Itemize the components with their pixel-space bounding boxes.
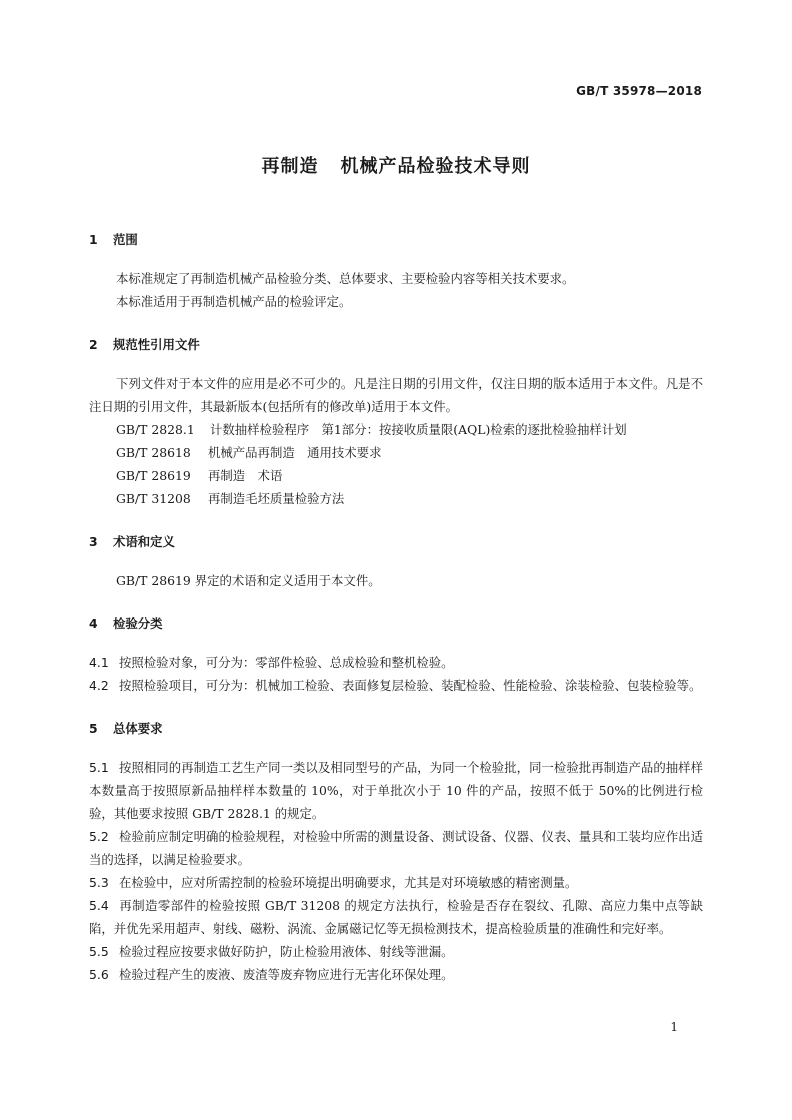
section-title: 范围 — [113, 232, 138, 247]
paragraph: GB/T 28619 界定的术语和定义适用于本文件。 — [116, 573, 381, 588]
reference-item — [89, 464, 703, 487]
reference-item — [89, 487, 703, 510]
section-title: 检验分类 — [113, 616, 163, 631]
clause-number: 4.2 — [89, 678, 109, 693]
clause — [89, 674, 703, 697]
section-title: 总体要求 — [113, 721, 163, 736]
clause — [89, 651, 703, 674]
section-number: 3 — [89, 534, 98, 549]
reference-title: 机械产品再制造 通用技术要求 — [208, 445, 382, 460]
clause-text: 在检验中，应对所需控制的检验环境提出明确要求，尤其是对环境敏感的精密测量。 — [119, 875, 578, 890]
paragraph: 本标准规定了再制造机械产品检验分类、总体要求、主要检验内容等相关技术要求。 — [116, 271, 575, 286]
standard-number: GB/T 35978—2018 — [576, 84, 702, 98]
clause-text: 按照检验项目，可分为：机械加工检验、表面修复层检验、装配检验、性能检验、涂装检验、包装检验等。 — [119, 678, 702, 693]
clause-text: 检验过程应按要求做好防护，防止检验用液体、射线等泄漏。 — [119, 944, 454, 959]
clause — [89, 940, 703, 963]
document-title — [0, 152, 792, 178]
section-number: 1 — [89, 232, 98, 247]
clause-number: 5.3 — [89, 875, 109, 890]
section-number: 4 — [89, 616, 98, 631]
clause-number: 5.2 — [89, 829, 109, 844]
clause-text: 检验前应制定明确的检验规程，对检验中所需的测量设备、测试设备、仪器、仪表、量具和工装均应作出适当的选择，以满足检验要求。 — [89, 829, 703, 867]
clause-text: 检验过程产生的废液、废渣等废弃物应进行无害化环保处理。 — [119, 967, 454, 982]
clause-number: 5.5 — [89, 944, 109, 959]
section-title: 术语和定义 — [113, 534, 175, 549]
title-part-2: 机械产品检验技术导则 — [340, 156, 531, 177]
document-body — [89, 228, 703, 986]
reference-title: 计数抽样检验程序 第1部分：按接收质量限(AQL)检索的逐批检验抽样计划 — [210, 422, 627, 437]
paragraph: 下列文件对于本文件的应用是必不可少的。凡是注日期的引用文件，仅注日期的版本适用于本文件。凡是不注日期的引用文件，其最新版本(包括所有的修改单)适用于本文件。 — [89, 376, 703, 414]
clause-text: 按照相同的再制造工艺生产同一类以及相同型号的产品，为同一个检验批，同一检验批再制造产品的抽样样本数量高于按照原新品抽样样本数量的 10%，对于单批次小于 10 件的产品，按照不低于 50%的比例进行检验，其他要求按照 GB/T 2828.1 的规定。 — [89, 760, 703, 821]
reference-code: GB/T 2828.1 — [116, 422, 195, 437]
section-heading-terms — [89, 530, 703, 553]
section-number: 2 — [89, 337, 98, 352]
section-heading-general-requirements — [89, 717, 703, 740]
section-heading-normative-references — [89, 333, 703, 356]
clause-number: 4.1 — [89, 655, 109, 670]
reference-code: GB/T 28618 — [116, 445, 191, 460]
paragraph: 本标准适用于再制造机械产品的检验评定。 — [116, 294, 352, 309]
clause — [89, 871, 703, 894]
section-number: 5 — [89, 721, 98, 736]
section-heading-scope — [89, 228, 703, 251]
clause — [89, 894, 703, 940]
title-part-1: 再制造 — [261, 156, 319, 177]
clause-number: 5.6 — [89, 967, 109, 982]
clause-text: 再制造零部件的检验按照 GB/T 31208 的规定方法执行，检验是否存在裂纹、孔隙、高应力集中点等缺陷，并优先采用超声、射线、磁粉、涡流、金属磁记忆等无损检测技术，提高检验质量的准确性和完好率。 — [89, 898, 703, 936]
section-title: 规范性引用文件 — [113, 337, 200, 352]
clause — [89, 825, 703, 871]
clause — [89, 756, 703, 825]
reference-item — [89, 418, 703, 441]
clause-number: 5.1 — [89, 760, 109, 775]
page-number: 1 — [670, 1020, 678, 1034]
clause-text: 按照检验对象，可分为：零部件检验、总成检验和整机检验。 — [119, 655, 454, 670]
clause — [89, 963, 703, 986]
reference-code: GB/T 28619 — [116, 468, 191, 483]
clause-number: 5.4 — [89, 898, 109, 913]
reference-title: 再制造 术语 — [208, 468, 283, 483]
section-heading-classification — [89, 612, 703, 635]
reference-title: 再制造毛坯质量检验方法 — [208, 491, 345, 506]
reference-item — [89, 441, 703, 464]
reference-code: GB/T 31208 — [116, 491, 191, 506]
